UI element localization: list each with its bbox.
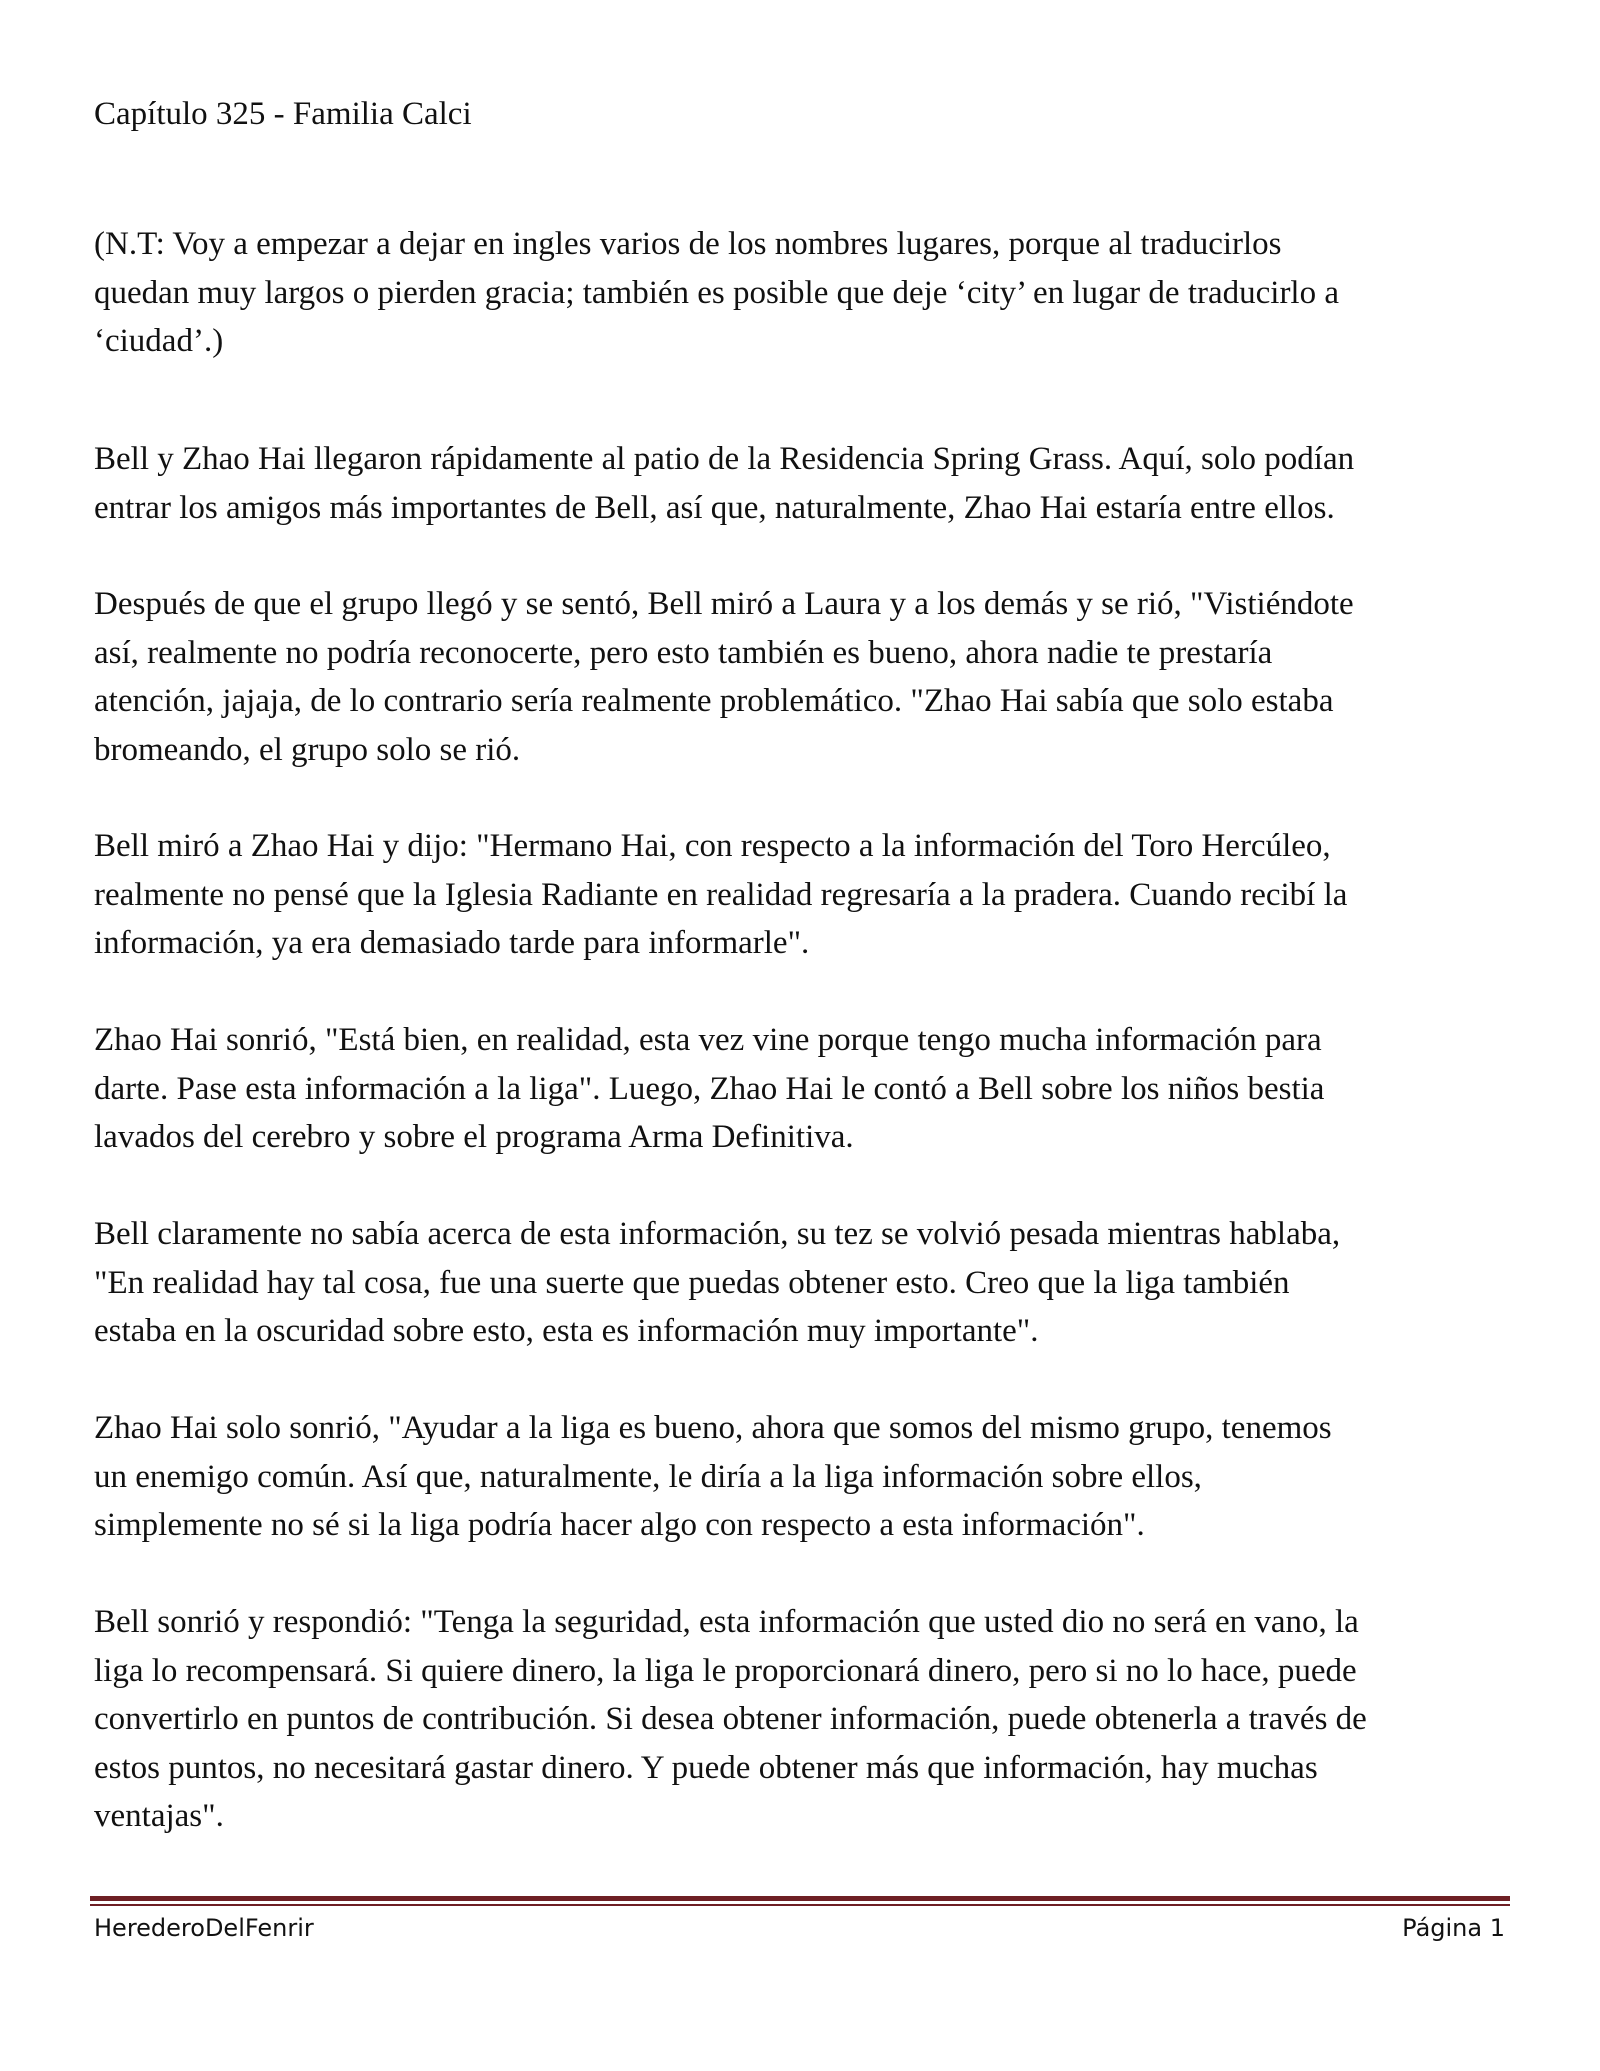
paragraph-line: realmente no pensé que la Iglesia Radiante en realidad regresaría a la pradera. Cuando recibí la: [94, 876, 1348, 913]
paragraph-line: entrar los amigos más importantes de Bell, así que, naturalmente, Zhao Hai estaría entre ellos.: [94, 489, 1335, 526]
body-paragraph: [94, 435, 1514, 532]
footer-rule: [90, 1904, 1510, 1906]
body-paragraph: [94, 822, 1514, 968]
paragraph-line: "En realidad hay tal cosa, fue una suerte que puedas obtener esto. Creo que la liga también: [94, 1264, 1290, 1301]
paragraph-line: información, ya era demasiado tarde para informarle".: [94, 925, 810, 961]
body-paragraph: [94, 580, 1514, 774]
paragraph-line: bromeando, el grupo solo se rió.: [94, 731, 521, 768]
translator-note-paragraph: [94, 220, 1514, 366]
paragraph-line: Zhao Hai sonrió, "Está bien, en realidad, esta vez vine porque tengo mucha información para: [94, 1022, 1322, 1058]
paragraph-line: un enemigo común. Así que, naturalmente, le diría a la liga información sobre ellos,: [94, 1458, 1202, 1495]
page-number: Página 1: [1402, 1914, 1505, 1942]
paragraph-line: simplemente no sé si la liga podría hacer algo con respecto a esta información".: [94, 1507, 1145, 1543]
paragraph-line: convertirlo en puntos de contribución. Si desea obtener información, puede obtenerla a través de: [94, 1701, 1367, 1737]
paragraph-line: Bell y Zhao Hai llegaron rápidamente al patio de la Residencia Spring Grass. Aquí, solo podían: [94, 441, 1355, 477]
paragraph-line: (N.T: Voy a empezar a dejar en ingles varios de los nombres lugares, porque al traducirlos: [94, 226, 1282, 262]
paragraph-line: Después de que el grupo llegó y se sentó, Bell miró a Laura y a los demás y se rió, "Vistiéndote: [94, 586, 1354, 622]
footer-author: HerederoDelFenrir: [94, 1914, 314, 1942]
paragraph-line: estaba en la oscuridad sobre esto, esta es información muy importante".: [94, 1313, 1039, 1349]
body-paragraph: [94, 1598, 1514, 1841]
footer-rule: [90, 1896, 1510, 1901]
paragraph-line: Bell claramente no sabía acerca de esta información, su tez se volvió pesada mientras hablaba,: [94, 1216, 1341, 1252]
chapter-title: Capítulo 325 - Familia Calci: [94, 96, 472, 132]
paragraph-line: así, realmente no podría reconocerte, pero esto también es bueno, ahora nadie te prestaría: [94, 634, 1273, 671]
paragraph-line: ‘ciudad’.): [94, 323, 224, 359]
paragraph-line: Zhao Hai solo sonrió, "Ayudar a la liga es bueno, ahora que somos del mismo grupo, tenemos: [94, 1410, 1332, 1446]
paragraph-line: Bell miró a Zhao Hai y dijo: "Hermano Hai, con respecto a la información del Toro Hercúleo,: [94, 828, 1331, 864]
paragraph-line: ventajas".: [94, 1798, 224, 1834]
paragraph-line: darte. Pase esta información a la liga". Luego, Zhao Hai le contó a Bell sobre los niños bestia: [94, 1070, 1325, 1107]
body-paragraph: [94, 1210, 1514, 1356]
paragraph-line: quedan muy largos o pierden gracia; también es posible que deje ‘city’ en lugar de traducirlo a: [94, 274, 1339, 311]
paragraph-line: Bell sonrió y respondió: "Tenga la seguridad, esta información que usted dio no será en vano, la: [94, 1604, 1359, 1640]
body-paragraph: [94, 1016, 1514, 1162]
paragraph-line: atención, jajaja, de lo contrario sería realmente problemático. "Zhao Hai sabía que solo estaba: [94, 683, 1334, 719]
paragraph-line: estos puntos, no necesitará gastar dinero. Y puede obtener más que información, hay muchas: [94, 1749, 1318, 1786]
paragraph-line: liga lo recompensará. Si quiere dinero, la liga le proporcionará dinero, pero si no lo hace, puede: [94, 1652, 1357, 1689]
paragraph-line: lavados del cerebro y sobre el programa Arma Definitiva.: [94, 1119, 854, 1155]
body-paragraph: [94, 1404, 1514, 1550]
